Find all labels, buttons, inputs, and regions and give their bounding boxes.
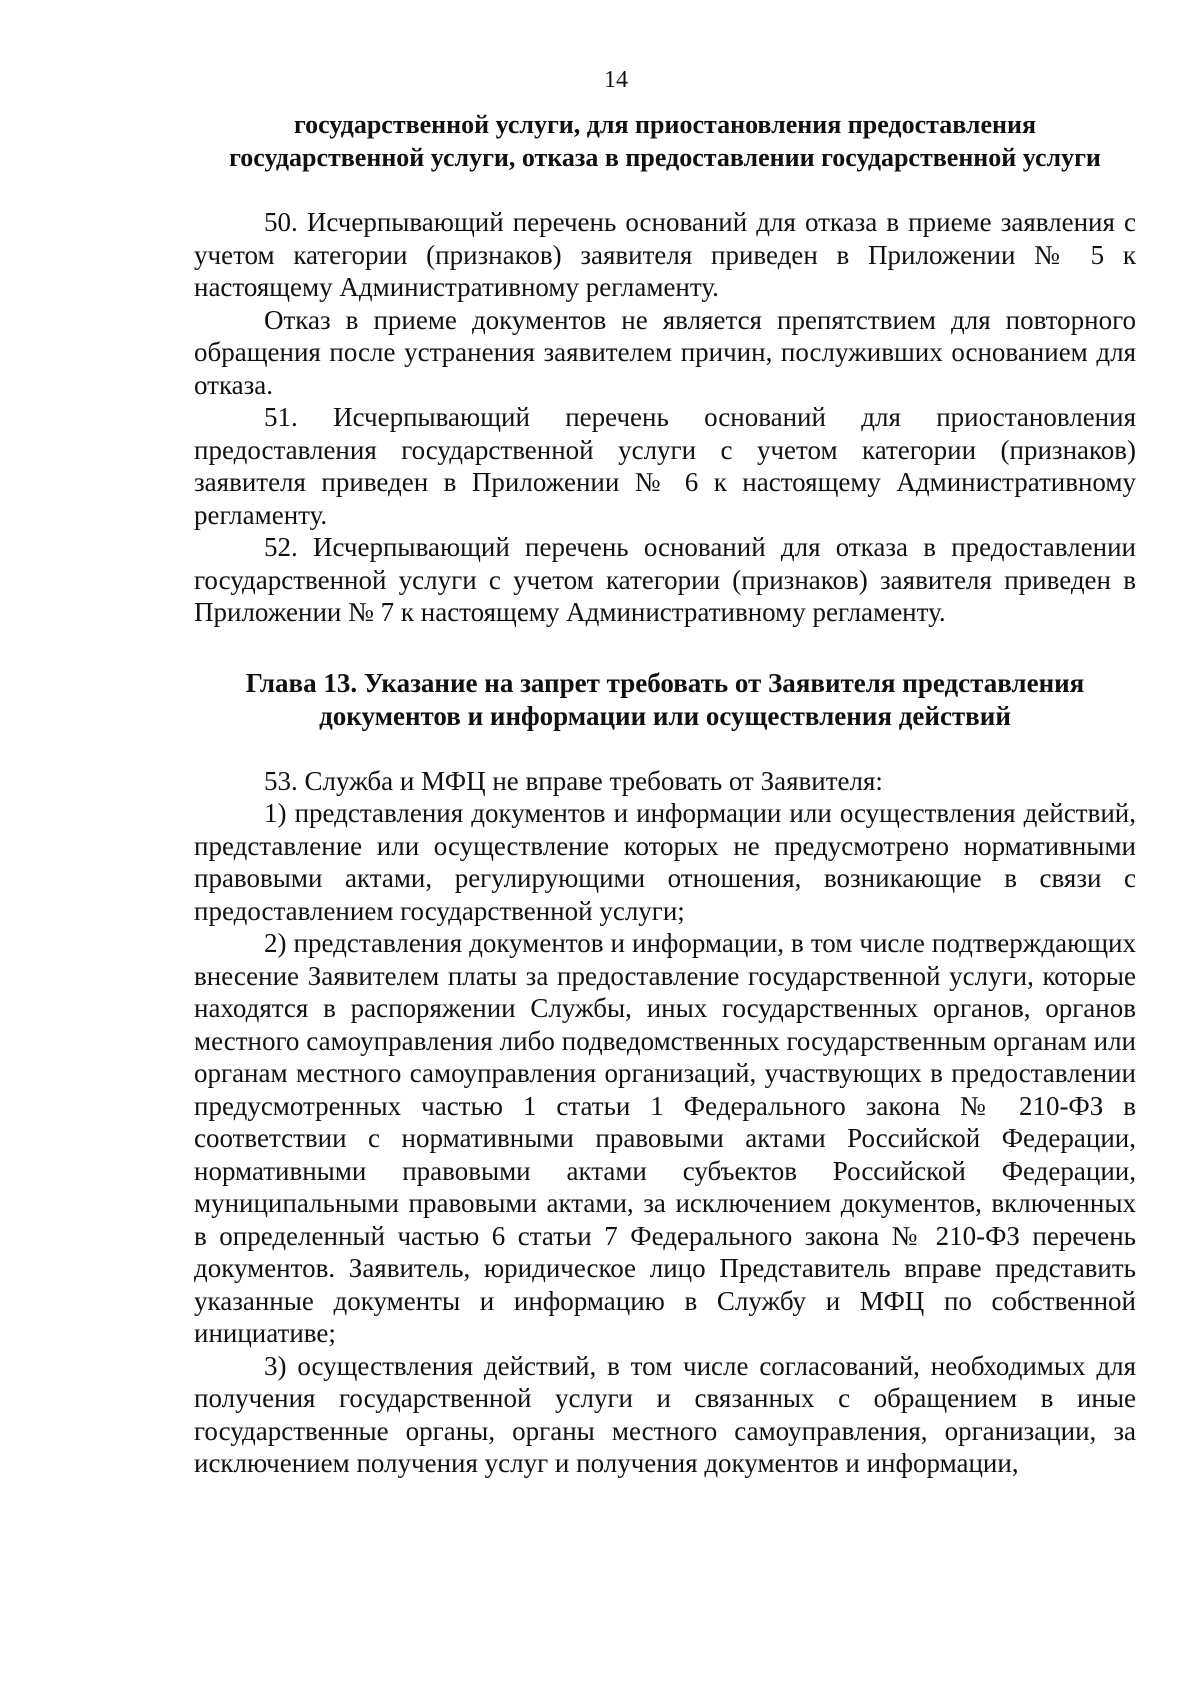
chapter-13-heading: Глава 13. Указание на запрет требовать от Заявителя представления документов и информации или осуществления действий (245, 667, 1085, 731)
paragraph-refusal-note: Отказ в приеме документов не является препятствием для повторного обращения после устранения заявителем причин, послуживших основанием для отказа. (194, 304, 1136, 400)
page-number: 14 (604, 67, 628, 93)
paragraph-53-item-2: 2) представления документов и информации, в том числе подтверждающих внесение Заявителем платы за предоставление государственной услуги, которые находятся в распоряжении Службы, иных государственных органов, органов местного самоуправления либо подведомственных государственным органам или органам местного самоуправления организаций, участвующих в предоставлении предусмотренных частью 1 статьи 1 Федерального закона № 210-ФЗ в соответствии с нормативными правовыми актами Российской Федерации, нормативными правовыми актами субъектов Российской Федерации, муниципальными правовыми актами, за исключением документов, включенных в определенный частью 6 статьи 7 Федерального закона № 210-ФЗ перечень документов. Заявитель, юридическое лицо Представитель вправе представить указанные документы и информацию в Службу и МФЦ по собственной инициативе; (194, 928, 1136, 1348)
paragraph-53-item-3: 3) осуществления действий, в том числе согласований, необходимых для получения государственной услуги и связанных с обращением в иные государственные органы, органы местного самоуправления, организации, за исключением получения услуг и получения документов и информации, (194, 1350, 1136, 1478)
section-heading-continued: государственной услуги, для приостановления предоставления государственной услуги, отказа в предоставлении государственной услуги (229, 110, 1101, 172)
document-body (194, 108, 1136, 1480)
paragraph-53: 53. Служба и МФЦ не вправе требовать от Заявителя: (264, 765, 883, 796)
paragraph-51: 51. Исчерпывающий перечень оснований для приостановления предоставления государственной услуги с учетом категории (признаков) заявителя приведен в Приложении № 6 к настоящему Административному регламенту. (194, 402, 1136, 530)
paragraph-50: 50. Исчерпывающий перечень оснований для отказа в приеме заявления с учетом категории (признаков) заявителя приведен в Приложении № 5 к настоящему Административному регламенту. (194, 207, 1136, 302)
paragraph-53-item-1: 1) представления документов и информации или осуществления действий, представление или осуществление которых не предусмотрено нормативными правовыми актами, регулирующими отношения, возникающие в связи с предоставлением государственной услуги; (194, 798, 1136, 926)
paragraph-52: 52. Исчерпывающий перечень оснований для отказа в предоставлении государственной услуги с учетом категории (признаков) заявителя приведен в Приложении № 7 к настоящему Административному регламенту. (194, 532, 1136, 627)
